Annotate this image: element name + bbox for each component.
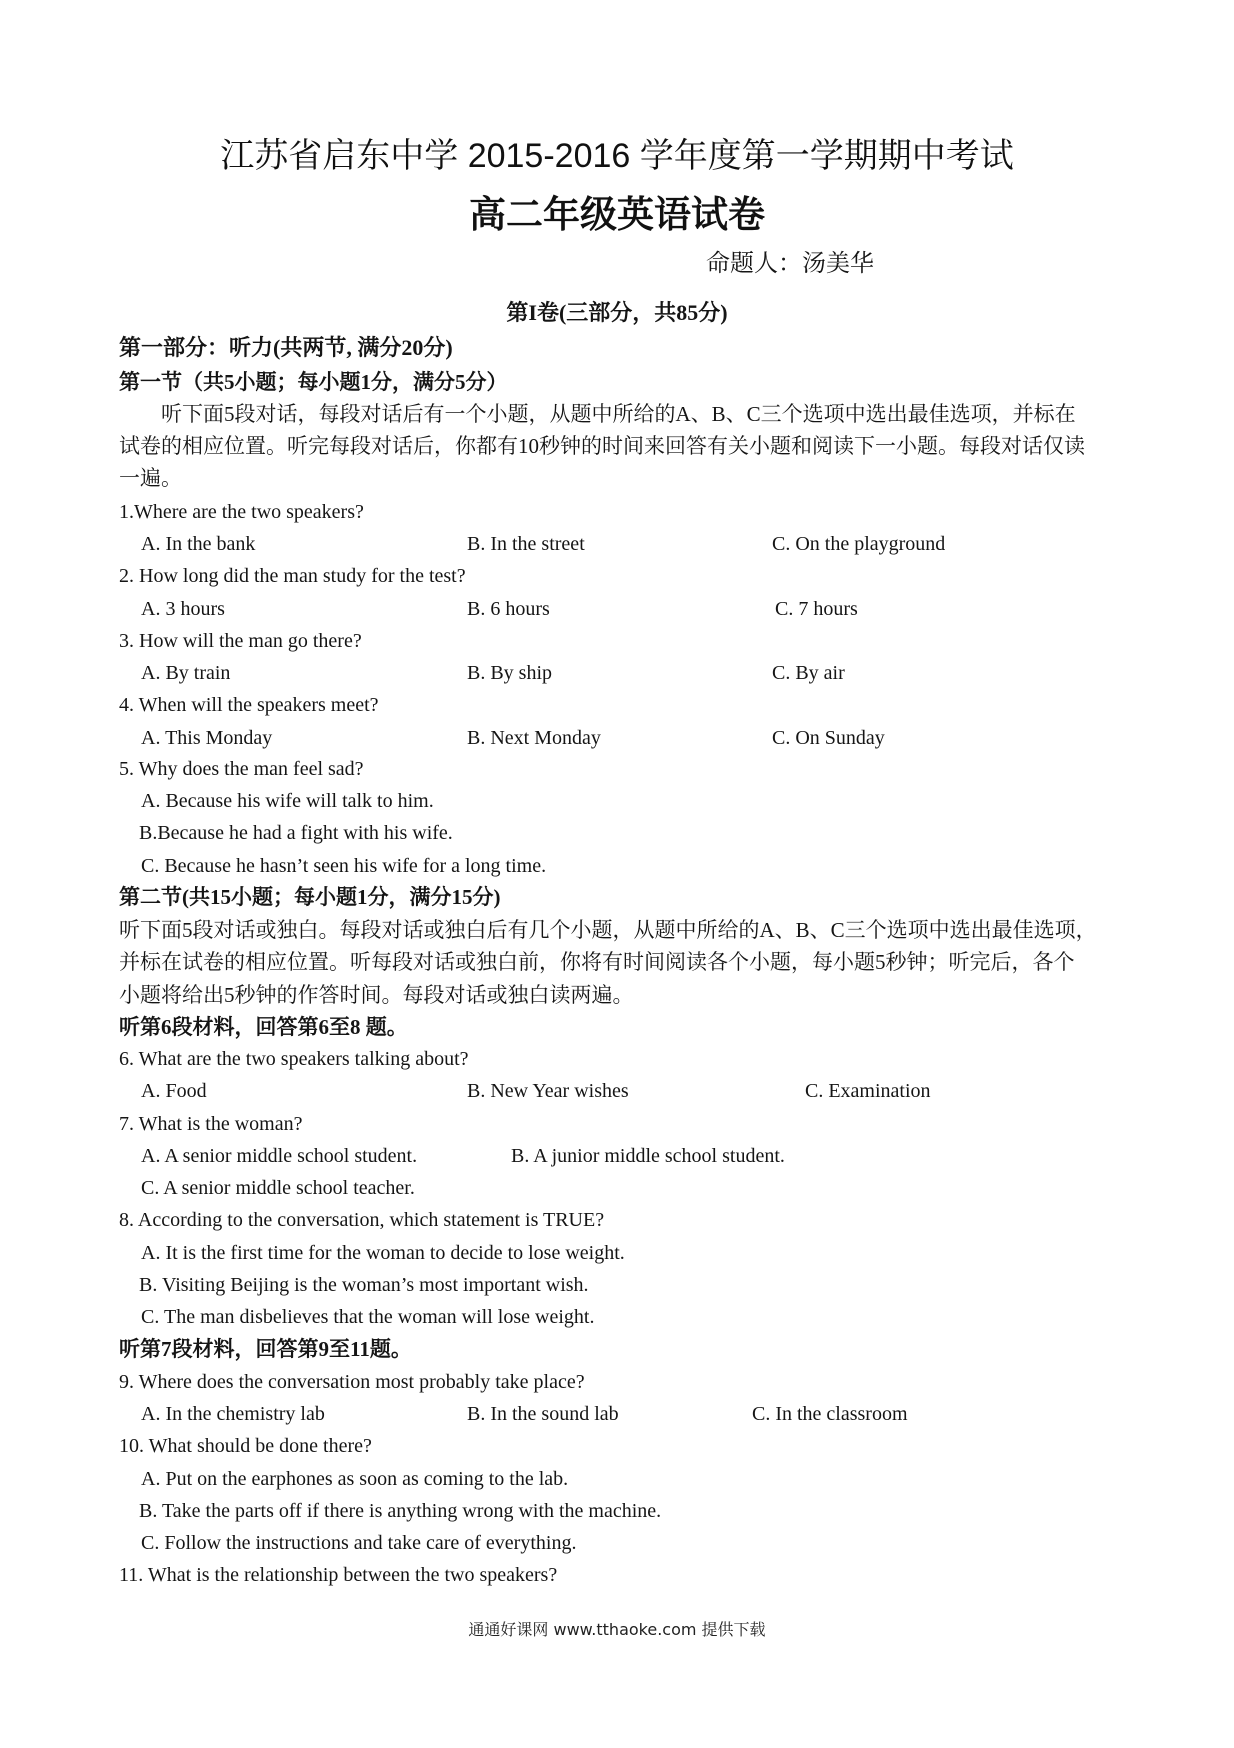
answer-option: A. Food	[141, 1080, 207, 1102]
question-stem: 1.Where are the two speakers?	[119, 501, 364, 523]
answer-option: B.Because he had a fight with his wife.	[139, 822, 453, 844]
answer-option: C. A senior middle school teacher.	[141, 1177, 415, 1199]
question-stem: 10. What should be done there?	[119, 1435, 372, 1457]
answer-option: B. New Year wishes	[467, 1080, 629, 1102]
question-stem: 2. How long did the man study for the test?	[119, 565, 466, 587]
answer-option: B. 6 hours	[467, 598, 550, 620]
answer-option: C. By air	[772, 662, 845, 684]
answer-option: B. A junior middle school student.	[511, 1145, 785, 1167]
question-stem: 11. What is the relationship between the two speakers?	[119, 1564, 558, 1586]
instruction-line: 听下面5段对话或独白。每段对话或独白后有几个小题，从题中所给的A、B、C三个选项中选出最佳选项，	[119, 918, 1097, 942]
instruction-line: 试卷的相应位置。听完每段对话后，你都有10秒钟的时间来回答有关小题和阅读下一小题。每段对话仅读	[119, 434, 1085, 458]
material-heading: 听第7段材料，回答第9至11题。	[119, 1337, 412, 1361]
part-heading: 第一部分：听力(共两节, 满分20分)	[119, 335, 453, 360]
answer-option: C. Follow the instructions and take care of everything.	[141, 1532, 577, 1554]
author-line: 命题人：汤美华	[706, 251, 874, 277]
answer-option: C. Examination	[805, 1080, 931, 1102]
answer-option: A. In the chemistry lab	[141, 1403, 325, 1425]
answer-option: B. By ship	[467, 662, 553, 684]
answer-option: B. Next Monday	[467, 727, 601, 749]
instruction-line: 并标在试卷的相应位置。听每段对话或独白前，你将有时间阅读各个小题，每小题5秒钟；听完后，各个	[119, 950, 1075, 974]
answer-option: A. In the bank	[141, 533, 256, 555]
answer-option: A. By train	[141, 662, 231, 684]
answer-option: A. It is the first time for the woman to decide to lose weight.	[141, 1242, 625, 1264]
instruction-line: 听下面5段对话，每段对话后有一个小题，从题中所给的A、B、C三个选项中选出最佳选项，并标在	[161, 402, 1076, 426]
question-stem: 4. When will the speakers meet?	[119, 694, 379, 716]
section-heading: 第一节（共5小题；每小题1分，满分5分）	[119, 370, 508, 394]
question-stem: 7. What is the woman?	[119, 1113, 303, 1135]
answer-option: A. A senior middle school student.	[141, 1145, 418, 1167]
answer-option: C. On the playground	[772, 533, 946, 555]
answer-option: A. Because his wife will talk to him.	[141, 790, 434, 812]
answer-option: C. In the classroom	[752, 1403, 908, 1425]
question-stem: 5. Why does the man feel sad?	[119, 758, 364, 780]
answer-option: A. 3 hours	[141, 598, 225, 620]
answer-option: C. Because he hasn’t seen his wife for a long time.	[141, 855, 547, 877]
question-stem: 3. How will the man go there?	[119, 630, 362, 652]
answer-option: B. In the sound lab	[467, 1403, 619, 1425]
exam-subtitle: 高二年级英语试卷	[469, 194, 765, 235]
footer-credit: 通通好课网 www.tthaoke.com 提供下载	[468, 1620, 766, 1639]
question-stem: 8. According to the conversation, which statement is TRUE?	[119, 1209, 605, 1231]
question-stem: 6. What are the two speakers talking about?	[119, 1048, 469, 1070]
question-stem: 9. Where does the conversation most probably take place?	[119, 1371, 585, 1393]
section-heading: 第二节(共15小题；每小题1分，满分15分)	[119, 885, 501, 909]
exam-title: 江苏省启东中学 2015-2016 学年度第一学期期中考试	[220, 137, 1014, 175]
material-heading: 听第6段材料，回答第6至8 题。	[119, 1015, 408, 1039]
volume-heading: 第I卷(三部分，共85分)	[506, 300, 728, 325]
instruction-line: 小题将给出5秒钟的作答时间。每段对话或独白读两遍。	[119, 983, 634, 1007]
answer-option: C. 7 hours	[775, 598, 858, 620]
answer-option: C. On Sunday	[772, 727, 885, 749]
answer-option: B. Take the parts off if there is anything wrong with the machine.	[139, 1500, 662, 1522]
answer-option: C. The man disbelieves that the woman will lose weight.	[141, 1306, 595, 1328]
answer-option: A. This Monday	[141, 727, 273, 749]
instruction-line: 一遍。	[119, 466, 182, 490]
answer-option: A. Put on the earphones as soon as coming to the lab.	[141, 1468, 569, 1490]
answer-option: B. Visiting Beijing is the woman’s most important wish.	[139, 1274, 589, 1296]
answer-option: B. In the street	[467, 533, 585, 555]
